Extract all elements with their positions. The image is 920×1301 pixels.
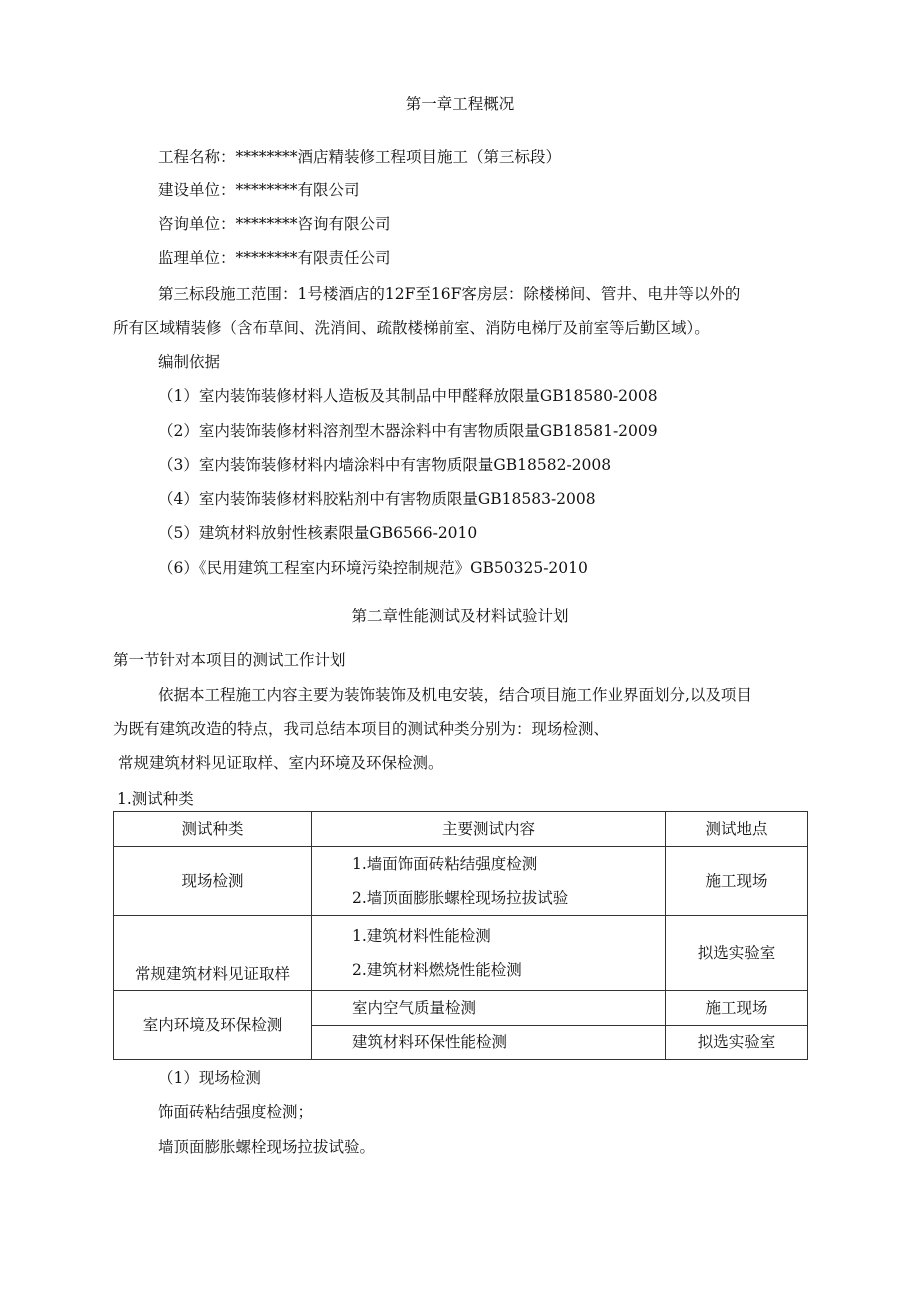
owner-unit: 建设单位：********有限公司: [158, 181, 360, 199]
location-cell: 拟选实验室: [666, 916, 808, 991]
section-1-title: 第一节针对本项目的测试工作计划: [113, 651, 346, 669]
basis-title: 编制依据: [158, 353, 221, 371]
basis-item: （4）室内装饰装修材料胶粘剂中有害物质限量GB18583-2008: [158, 490, 596, 508]
content-cell: [312, 916, 666, 991]
basis-item: （5）建筑材料放射性核素限量GB6566-2010: [158, 524, 478, 542]
content-cell: [312, 991, 666, 1060]
content-cell: [312, 847, 666, 916]
subsection-item: 墙顶面膨胀螺栓现场拉拔试验。: [158, 1138, 376, 1156]
chapter-1-title: 第一章工程概况: [405, 95, 515, 113]
test-item: 室内空气质量检测: [352, 998, 477, 1017]
basis-item: （3）室内装饰装修材料内墙涂料中有害物质限量GB18582-2008: [158, 456, 612, 474]
category-cell: 现场检测: [114, 847, 312, 916]
test-item: 1.墙面饰面砖粘结强度检测: [352, 855, 538, 873]
test-item: 2.墙顶面膨胀螺栓现场拉拔试验: [352, 889, 569, 907]
basis-item: （6）《民用建筑工程室内环境污染控制规范》GB50325-2010: [158, 559, 588, 577]
table-row: [114, 916, 808, 991]
table-row: [114, 991, 808, 1060]
chapter-2-title: 第二章性能测试及材料试验计划: [351, 607, 569, 625]
list-title: 1.测试种类: [117, 790, 194, 808]
test-item: 建筑材料环保性能检测: [312, 1025, 665, 1060]
category-cell: 室内环境及环保检测: [114, 991, 312, 1060]
project-name: 工程名称：********酒店精装修工程项目施工（第三标段）: [158, 148, 562, 166]
category-cell: 常规建筑材料见证取样: [114, 916, 312, 991]
paragraph-line-1: 依据本工程施工内容主要为装饰装饰及机电安装，结合项目施工作业界面划分,以及项目: [158, 686, 752, 704]
basis-item: （2）室内装饰装修材料溶剂型木器涂料中有害物质限量GB18581-2009: [158, 422, 658, 440]
paragraph-line-2: 为既有建筑改造的特点，我司总结本项目的测试种类分别为：现场检测、: [113, 720, 610, 738]
table-header-row: [114, 812, 808, 847]
location-item: 施工现场: [705, 998, 768, 1017]
subsection-title: （1）现场检测: [158, 1069, 261, 1087]
scope-line-1: 第三标段施工范围：1号楼酒店的12F至16F客房层：除楼梯间、管井、电井等以外的: [158, 285, 741, 303]
subsection-item: 饰面砖粘结强度检测；: [158, 1103, 314, 1121]
header-category: 测试种类: [114, 812, 312, 847]
table-row: [114, 847, 808, 916]
test-types-table: [113, 811, 808, 1060]
location-cell: 施工现场: [666, 847, 808, 916]
test-item: 2.建筑材料燃烧性能检测: [352, 961, 522, 979]
supervisor-unit: 监理单位：********有限责任公司: [158, 249, 391, 267]
paragraph-line-3: 常规建筑材料见证取样、室内环境及环保检测。: [118, 754, 444, 772]
location-item: 拟选实验室: [666, 1025, 807, 1060]
test-item: 1.建筑材料性能检测: [352, 927, 491, 945]
basis-item: （1）室内装饰装修材料人造板及其制品中甲醛释放限量GB18580-2008: [158, 387, 658, 405]
header-location: 测试地点: [666, 812, 808, 847]
consultant-unit: 咨询单位：********咨询有限公司: [158, 215, 391, 233]
location-cell: [666, 991, 808, 1060]
header-content: 主要测试内容: [312, 812, 666, 847]
scope-line-2: 所有区域精装修（含布草间、洗消间、疏散楼梯前室、消防电梯厅及前室等后勤区域）。: [113, 319, 710, 337]
